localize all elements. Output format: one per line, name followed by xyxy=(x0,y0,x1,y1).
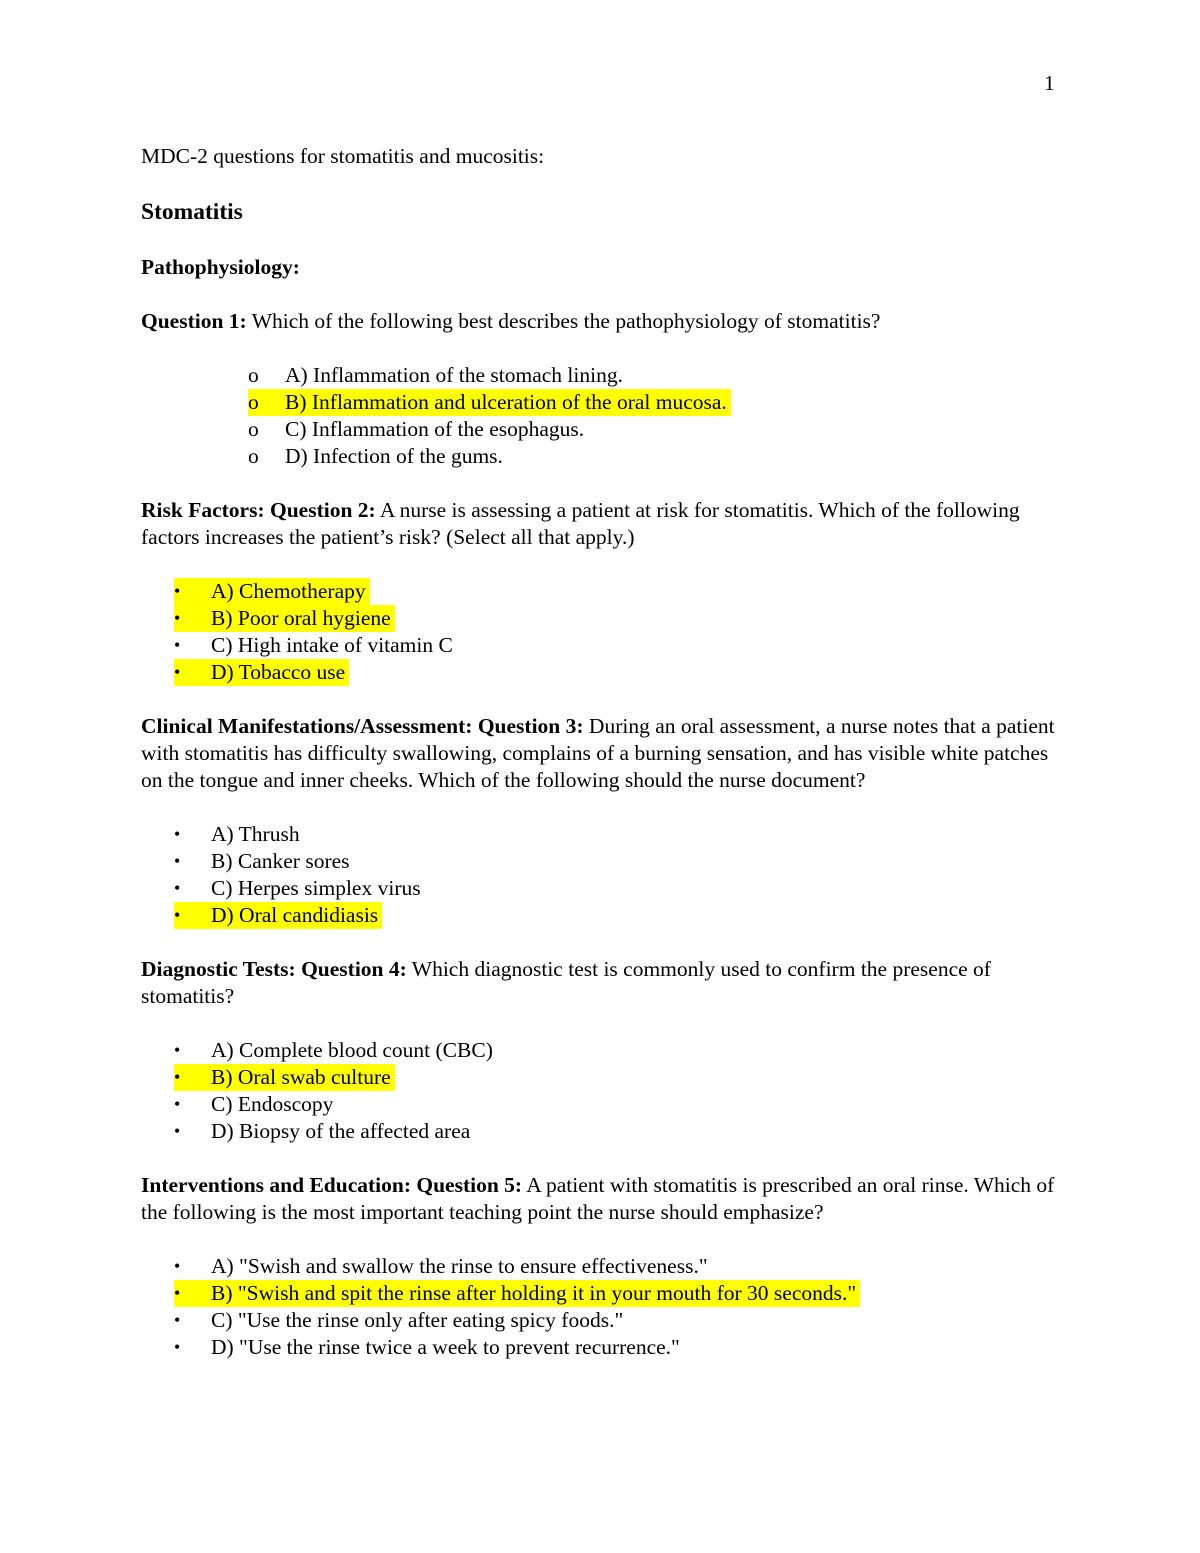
question-block-5 xyxy=(141,1172,1071,1361)
answer-option: o C) Inflammation of the esophagus. xyxy=(248,417,585,441)
answer-list xyxy=(141,578,1071,686)
question-text xyxy=(141,713,1071,794)
question-label: Question 5: xyxy=(416,1173,523,1197)
question-block-4 xyxy=(141,956,1071,1145)
highlighted-answer: • B) Oral swab culture xyxy=(174,1064,395,1091)
highlighted-answer: • B) Poor oral hygiene xyxy=(174,605,395,632)
circle-bullet-icon: o xyxy=(248,389,285,416)
bullet-icon: • xyxy=(174,1064,211,1091)
bullet-icon: • xyxy=(174,902,211,929)
bullet-icon: • xyxy=(174,878,181,898)
question-category: Diagnostic Tests: xyxy=(141,957,296,981)
answer-option xyxy=(141,578,1071,605)
answer-option xyxy=(141,902,1071,929)
highlighted-answer: • D) Tobacco use xyxy=(174,659,349,686)
question-body: During an oral assessment, a nurse notes that a patient with stomatitis has difficulty swallowing, complains of a burning sensation, and has visible white patches on the tongue and inner cheeks. Which of the following should the nurse document? xyxy=(141,714,1055,792)
answer-option: • D) Biopsy of the affected area xyxy=(174,1119,471,1143)
pathophysiology-heading: Pathophysiology: xyxy=(141,255,300,279)
answer-option: • C) Herpes simplex virus xyxy=(174,876,421,900)
question-block-3 xyxy=(141,713,1071,929)
bullet-icon: • xyxy=(174,824,181,844)
answer-list xyxy=(141,1037,1071,1145)
bullet-icon: • xyxy=(174,1337,181,1357)
question-category: Risk Factors: xyxy=(141,498,265,522)
question-text xyxy=(141,497,1071,551)
bullet-icon: • xyxy=(174,1256,181,1276)
question-block-2 xyxy=(141,497,1071,686)
question-block-1 xyxy=(141,308,1071,470)
highlighted-answer: • B) "Swish and spit the rinse after holding it in your mouth for 30 seconds." xyxy=(174,1280,860,1307)
answer-option: o A) Inflammation of the stomach lining. xyxy=(248,363,623,387)
bullet-icon: • xyxy=(174,605,211,632)
answer-option xyxy=(141,659,1071,686)
answer-option: • A) "Swish and swallow the rinse to ensure effectiveness." xyxy=(174,1254,708,1278)
answer-option xyxy=(141,1280,1071,1307)
answer-option: • B) Canker sores xyxy=(174,849,350,873)
document-body xyxy=(141,143,1071,1361)
section-title: Stomatitis xyxy=(141,199,243,225)
question-text xyxy=(141,956,1071,1010)
answer-option: • C) Endoscopy xyxy=(174,1092,334,1116)
bullet-icon: • xyxy=(174,1040,181,1060)
answer-option: • D) "Use the rinse twice a week to prevent recurrence." xyxy=(174,1335,680,1359)
answer-option: • A) Thrush xyxy=(174,822,300,846)
answer-list xyxy=(141,821,1071,929)
circle-bullet-icon: o xyxy=(248,444,259,468)
question-body: A patient with stomatitis is prescribed an oral rinse. Which of the following is the most important teaching point the nurse should emphasize? xyxy=(141,1173,1055,1224)
highlighted-answer: o B) Inflammation and ulceration of the oral mucosa. xyxy=(248,389,731,416)
question-body: Which diagnostic test is commonly used to confirm the presence of stomatitis? xyxy=(141,957,991,1008)
question-label: Question 4: xyxy=(301,957,407,981)
question-body: A nurse is assessing a patient at risk for stomatitis. Which of the following factors increases the patient’s risk? (Select all that apply.) xyxy=(141,498,1020,549)
question-text xyxy=(141,308,1071,335)
answer-option: • C) High intake of vitamin C xyxy=(174,633,453,657)
answer-option xyxy=(141,605,1071,632)
bullet-icon: • xyxy=(174,1310,181,1330)
answer-option: o D) Infection of the gums. xyxy=(248,444,503,468)
question-category: Clinical Manifestations/Assessment: xyxy=(141,714,473,738)
answer-option: • C) "Use the rinse only after eating spicy foods." xyxy=(174,1308,624,1332)
highlighted-answer: • D) Oral candidiasis xyxy=(174,902,382,929)
answer-option xyxy=(141,389,1071,416)
question-category: Interventions and Education: xyxy=(141,1173,411,1197)
question-body: Which of the following best describes the pathophysiology of stomatitis? xyxy=(246,309,881,333)
question-label: Question 2: xyxy=(269,498,376,522)
page-number: 1 xyxy=(1044,71,1055,95)
answer-list xyxy=(141,362,1071,470)
question-label: Question 1: xyxy=(141,309,247,333)
answer-option xyxy=(141,1064,1071,1091)
bullet-icon: • xyxy=(174,1280,211,1307)
bullet-icon: • xyxy=(174,659,211,686)
bullet-icon: • xyxy=(174,578,211,605)
circle-bullet-icon: o xyxy=(248,417,259,441)
question-label: Question 3: xyxy=(477,714,584,738)
answer-list xyxy=(141,1253,1071,1361)
circle-bullet-icon: o xyxy=(248,363,259,387)
highlighted-answer: • A) Chemotherapy xyxy=(174,578,370,605)
bullet-icon: • xyxy=(174,1121,181,1141)
bullet-icon: • xyxy=(174,851,181,871)
bullet-icon: • xyxy=(174,635,181,655)
question-text xyxy=(141,1172,1071,1226)
bullet-icon: • xyxy=(174,1094,181,1114)
answer-option: • A) Complete blood count (CBC) xyxy=(174,1038,493,1062)
intro-line: MDC-2 questions for stomatitis and mucositis: xyxy=(141,144,545,168)
